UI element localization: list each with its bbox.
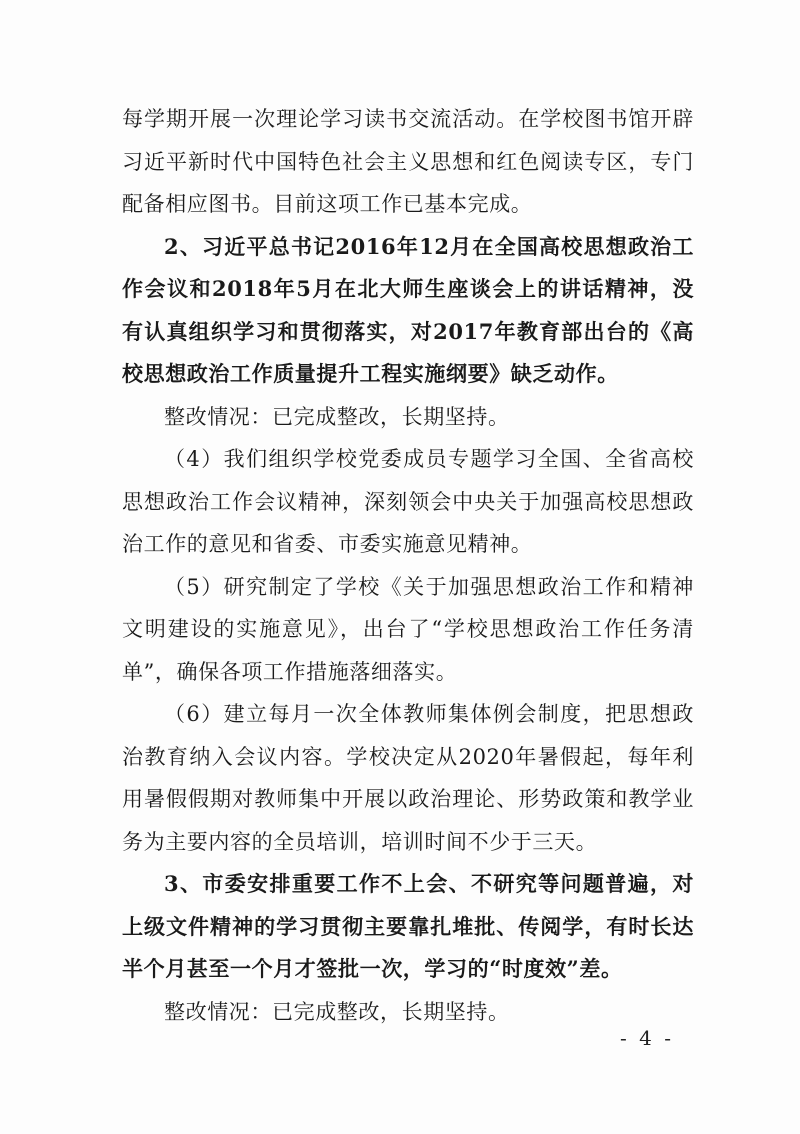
document-body bbox=[122, 98, 694, 1033]
paragraph-rectification-status-2: 整改情况：已完成整改，长期坚持。 bbox=[164, 999, 510, 1024]
paragraph-rectification-status-1: 整改情况：已完成整改，长期坚持。 bbox=[164, 404, 510, 429]
paragraph-study-activity: 每学期开展一次理论学习读书交流活动。在学校图书馆开辟习近平新时代中国特色社会主义思想和红色阅读专区，专门配备相应图书。目前这项工作已基本完成。 bbox=[122, 107, 694, 216]
paragraph-item-4: （4）我们组织学校党委成员专题学习全国、全省高校思想政治工作会议精神，深刻领会中央关于加强高校思想政治工作的意见和省委、市委实施意见精神。 bbox=[122, 447, 694, 556]
paragraph-issue-2: 2、习近平总书记2016年12月在全国高校思想政治工作会议和2018年5月在北大师生座谈会上的讲话精神，没有认真组织学习和贯彻落实，对2017年教育部出台的《高校思想政治工作质量提升工程实施纲要》缺乏动作。 bbox=[122, 233, 694, 386]
paragraph-item-6: （6）建立每月一次全体教师集体例会制度，把思想政治教育纳入会议内容。学校决定从2020年暑假起，每年利用暑假假期对教师集中开展以政治理论、形势政策和教学业务为主要内容的全员培训，培训时间不少于三天。 bbox=[122, 702, 694, 854]
paragraph-item-5: （5）研究制定了学校《关于加强思想政治工作和精神文明建设的实施意见》，出台了“学校思想政治工作任务清单”，确保各项工作措施落细落实。 bbox=[122, 574, 694, 684]
paragraph-issue-3: 3、市委安排重要工作不上会、不研究等问题普遍，对上级文件精神的学习贯彻主要靠扎堆批、传阅学，有时长达半个月甚至一个月才签批一次，学习的“时度效”差。 bbox=[122, 871, 694, 981]
page-number: - 4 - bbox=[620, 1026, 674, 1050]
